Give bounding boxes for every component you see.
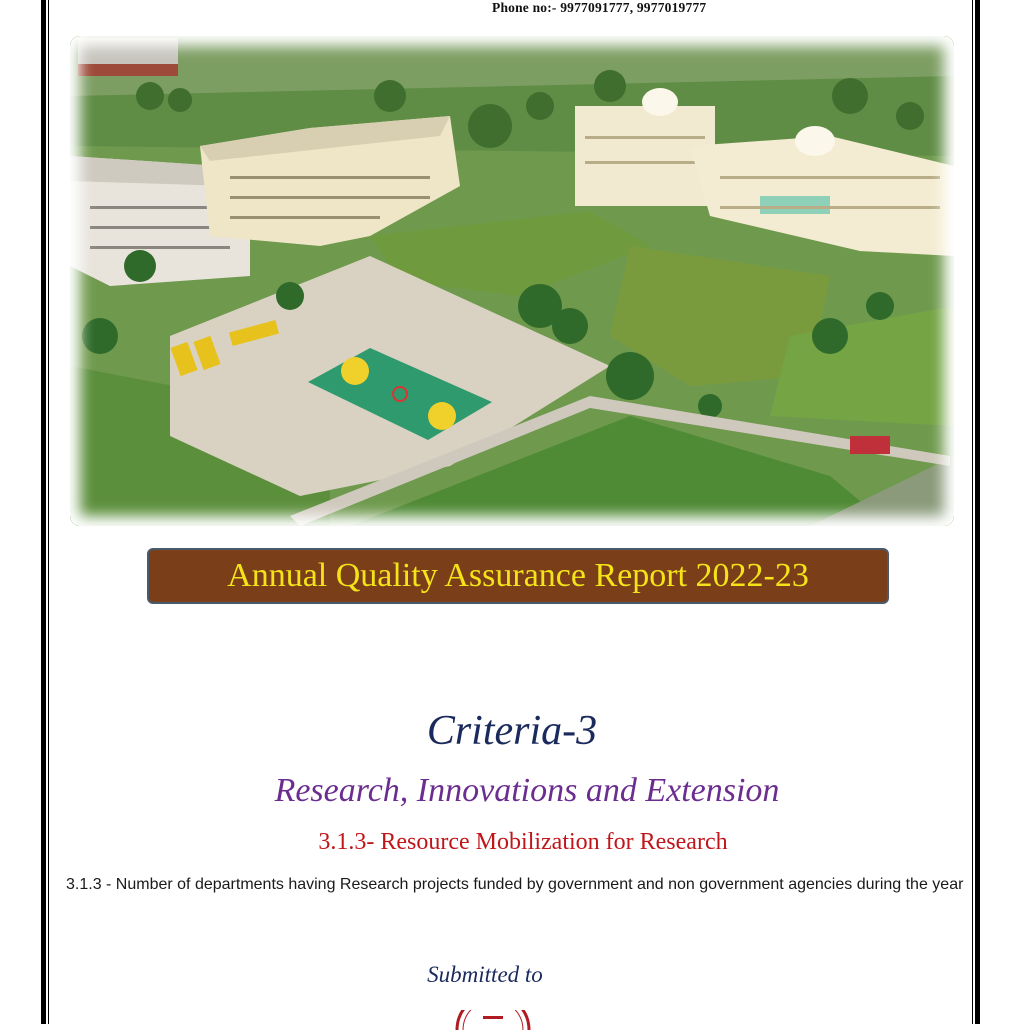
section-heading: 3.1.3- Resource Mobilization for Research — [318, 829, 728, 855]
criteria-subtitle: Research, Innovations and Extension — [274, 772, 780, 809]
header-cut-text — [112, 0, 222, 7]
campus-photo-illustration — [70, 36, 954, 526]
submitted-to-label: Submitted to — [427, 962, 543, 987]
section-description: 3.1.3 - Number of departments having Research projects funded by government and non government agencies during the year — [66, 876, 964, 893]
page-border-left-inner — [48, 0, 49, 1024]
criteria-title: Criteria-3 — [426, 708, 598, 754]
page-border-left — [41, 0, 46, 1024]
page-border-right-inner — [972, 0, 973, 1024]
cut-text-fragment — [112, 0, 222, 4]
page-border-right — [975, 0, 980, 1024]
institution-seal — [453, 1010, 533, 1034]
seal-emblem — [453, 1010, 533, 1030]
report-title-banner — [147, 548, 889, 604]
campus-photo — [70, 36, 954, 526]
report-title: Annual Quality Assurance Report 2022-23 — [227, 557, 809, 594]
header-phone: Phone no:- 9977091777, 9977019777 — [492, 0, 707, 15]
